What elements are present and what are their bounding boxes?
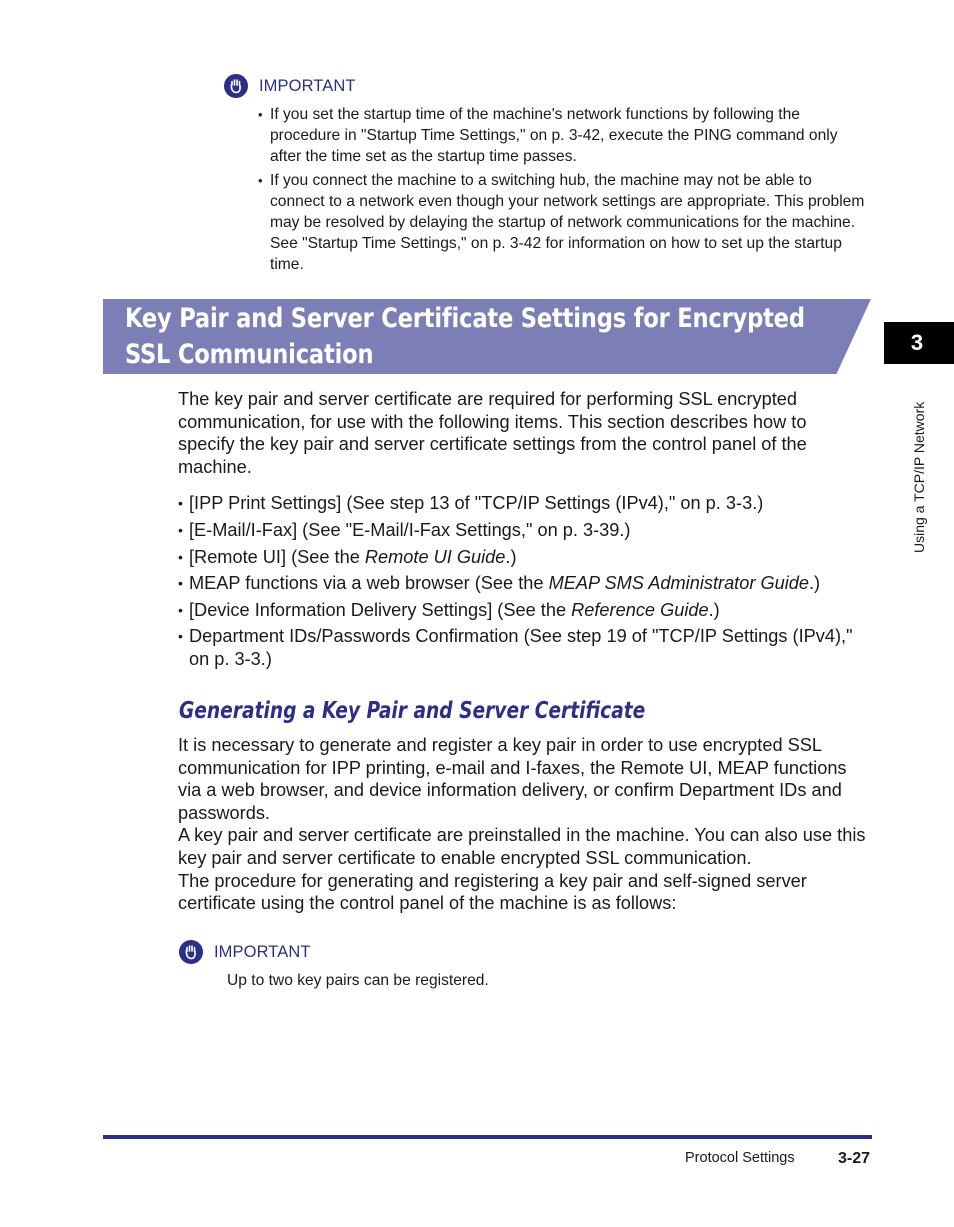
- list-item: • [IPP Print Settings] (See step 13 of "TCP/IP Settings (IPv4)," on p. 3-3.): [178, 492, 868, 515]
- important-text: Up to two key pairs can be registered.: [227, 972, 489, 989]
- important-note-bottom: [179, 940, 829, 991]
- feature-list: [178, 492, 868, 670]
- list-item: • Department IDs/Passwords Confirmation (See step 19 of "TCP/IP Settings (IPv4)," on p. 3-3.): [178, 625, 868, 670]
- chapter-tab: [884, 322, 954, 364]
- chapter-number: 3: [910, 330, 924, 355]
- section-intro: The key pair and server certificate are required for performing SSL encrypted communication, for use with the following items. This section describes how to specify the key pair and server certificate settings from the control panel of the machine.: [178, 389, 807, 477]
- list-item: • If you set the startup time of the machine's network functions by following the procedure in "Startup Time Settings," on p. 3-42, execute the PING command only after the time set as the startup time passes.: [258, 104, 868, 167]
- chapter-label: Using a TCP/IP Network: [911, 401, 927, 553]
- important-label: IMPORTANT: [259, 76, 356, 95]
- footer-rule: [103, 1135, 872, 1139]
- subsection-paragraph: It is necessary to generate and register a key pair in order to use encrypted SSL communication for IPP printing, e-mail and I-faxes, the Remote UI, MEAP functions via a web browser, and device information delivery, or confirm Department IDs and passwords.: [178, 735, 847, 823]
- subsection-body: [178, 734, 872, 915]
- section-title: Key Pair and Server Certificate Settings for Encrypted SSL Communication: [125, 303, 805, 370]
- section-body: [178, 388, 868, 675]
- hand-stop-icon: [179, 940, 203, 964]
- footer-label: Protocol Settings: [685, 1150, 795, 1166]
- subsection-title: Generating a Key Pair and Server Certificate: [179, 698, 646, 724]
- subsection-paragraph: A key pair and server certificate are preinstalled in the machine. You can also use this key pair and server certificate to enable encrypted SSL communication.: [178, 825, 866, 868]
- page-number: 3-27: [838, 1150, 871, 1167]
- list-item: • If you connect the machine to a switching hub, the machine may not be able to connect to a network even though your network settings are appropriate. This problem may be resolved by delaying the startup of network communications for the machine. See "Startup Time Settings," on p. 3-42 for information on how to set up the startup time.: [258, 170, 868, 275]
- subsection-paragraph: The procedure for generating and registering a key pair and self-signed server certificate using the control panel of the machine is as follows:: [178, 870, 807, 914]
- important-list: [258, 104, 868, 275]
- list-item: • [Remote UI] (See the Remote UI Guide.): [178, 546, 868, 569]
- hand-stop-icon: [224, 74, 248, 98]
- list-item: • [E-Mail/I-Fax] (See "E-Mail/I-Fax Settings," on p. 3-39.): [178, 519, 868, 542]
- list-item: • [Device Information Delivery Settings] (See the Reference Guide.): [178, 599, 868, 622]
- important-note-top: [224, 74, 874, 278]
- list-item: • MEAP functions via a web browser (See the MEAP SMS Administrator Guide.): [178, 572, 868, 595]
- important-label: IMPORTANT: [214, 942, 311, 961]
